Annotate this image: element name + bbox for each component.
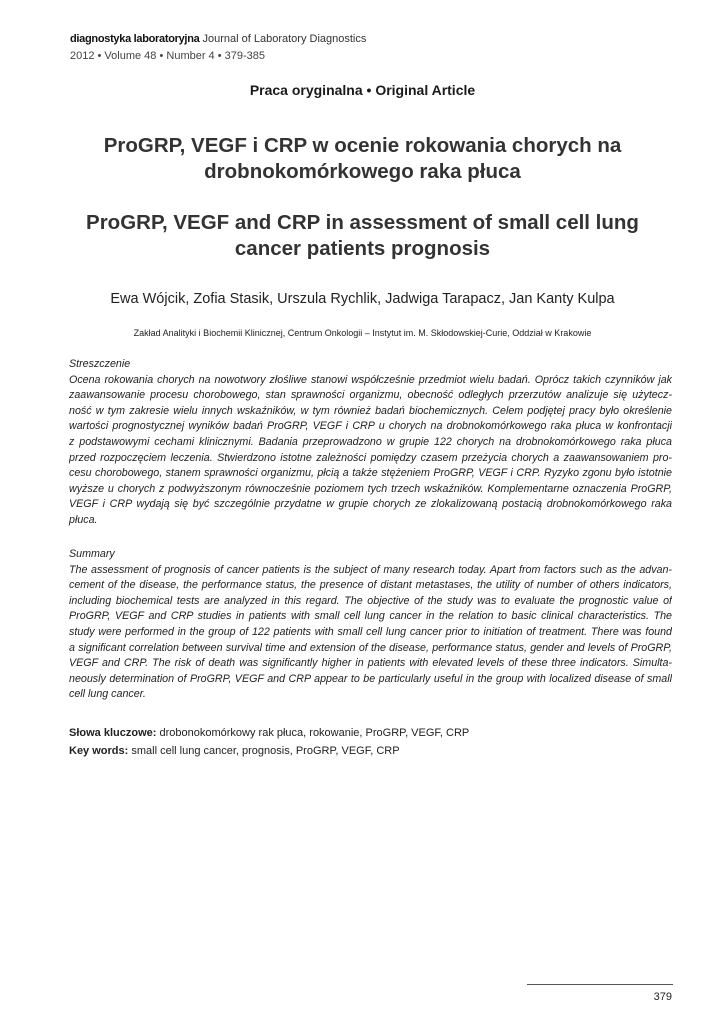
abstract-line: zaawansowanie procesu chorobowego, stan sprawności organizmu, obecność odległych przerzutów analizuje się użytecz- bbox=[69, 389, 672, 402]
journal-subtitle: Journal of Laboratory Diagnostics bbox=[202, 33, 367, 45]
affiliation: Zakład Analityki i Biochemii Klinicznej, Centrum Onkologii – Instytut im. M. Skłodowskiej-Curie, Oddział w Krakowie bbox=[133, 328, 592, 338]
authors: Ewa Wójcik, Zofia Stasik, Urszula Rychlik, Jadwiga Tarapacz, Jan Kanty Kulpa bbox=[110, 291, 615, 307]
abstract-line: przed rozpoczęciem leczenia. Stwierdzono istotne zależności pomiędzy czasem przeżycia chorych a zaawansowaniem pro- bbox=[69, 451, 672, 464]
summary-line: The assessment of prognosis of cancer patients is the subject of many research today. Apart from factors such as the advan- bbox=[69, 563, 672, 576]
footer-divider bbox=[527, 984, 673, 985]
page-number: 379 bbox=[653, 991, 672, 1003]
abstract-line: VEGF i CRP wydają się być szczególnie przydatne w grupie chorych ze zlokalizowaną postacią drobnokomórkowego raka bbox=[69, 498, 672, 511]
abstract-line: ność w tym zakresie wielu innych wskaźników, w tym również badań biochemicznych. Celem podjętej pracy było określenie bbox=[69, 404, 672, 417]
title-polish: ProGRP, VEGF i CRP w ocenie rokowania chorych na drobnokomórkowego raka płuca bbox=[103, 134, 622, 183]
summary-line: cement of the disease, the performance status, the presence of distant metastases, the utility of number of others indicators, bbox=[69, 579, 672, 592]
keywords-section bbox=[69, 724, 469, 760]
abstract-line: płuca. bbox=[69, 513, 98, 526]
abstract-line: wyższe u chorych z podwyższonym równocześnie poziomem tych trzech wskaźników. Komplementarne oznaczenia ProGRP, bbox=[69, 482, 672, 495]
abstract-line: wartości prognostycznej wyników badań ProGRP, VEGF i CRP u chorych na drobnokomórkowego raka płuca w konfrontacji bbox=[69, 420, 672, 433]
keywords-english bbox=[69, 742, 469, 760]
keywords-polish bbox=[69, 724, 469, 742]
article-type: Praca oryginalna • Original Article bbox=[249, 82, 476, 98]
journal-title-line bbox=[70, 31, 366, 47]
abstract-english bbox=[69, 547, 672, 703]
summary-line: ProGRP, VEGF and CRP studies in patients with small cell lung cancer in the relation to basic clinical characteristics. The bbox=[69, 610, 672, 623]
journal-name: diagnostyka laboratoryjna bbox=[70, 33, 200, 45]
title-english: ProGRP, VEGF and CRP in assessment of small cell lung cancer patients prognosis bbox=[86, 211, 639, 260]
journal-header bbox=[70, 31, 366, 64]
keywords-polish-label: Słowa kluczowe: bbox=[69, 727, 157, 739]
volume-info: 2012 • Volume 48 • Number 4 • 379-385 bbox=[70, 50, 266, 62]
keywords-english-label: Key words: bbox=[69, 745, 129, 757]
summary-line: study were performed in the group of 122 patients with small cell lung cancer prior to initiation of treatment. There was found bbox=[69, 625, 672, 638]
summary-line: including biochemical tests are analyzed in this regard. The objective of the study was to evaluate the prognostic value of bbox=[69, 594, 672, 607]
abstract-polish bbox=[69, 357, 672, 529]
summary-line: cell lung cancer. bbox=[69, 688, 146, 701]
abstract-heading: Streszczenie bbox=[69, 358, 131, 370]
summary-line: neously determination of ProGRP, VEGF and CRP appear to be particularly useful in the group with localized disease of small bbox=[69, 672, 672, 685]
summary-heading: Summary bbox=[69, 548, 115, 560]
summary-line: a significant correlation between survival time and extension of the disease, performance status, gender and levels of ProGRP, bbox=[69, 641, 672, 654]
keywords-english-value: small cell lung cancer, prognosis, ProGRP, VEGF, CRP bbox=[131, 745, 400, 757]
abstract-line: Ocena rokowania chorych na nowotwory złośliwe stanowi współcześnie przedmiot wielu badań. Oprócz takich czynników jak bbox=[69, 373, 672, 386]
keywords-polish-value: drobonokomórkowy rak płuca, rokowanie, ProGRP, VEGF, CRP bbox=[159, 727, 470, 739]
abstract-line: cesu chorobowego, stanem sprawności organizmu, płcią a także stężeniem ProGRP, VEGF i CRP. Ryzyko zgonu było istotnie bbox=[69, 467, 672, 480]
summary-line: VEGF and CRP. The risk of death was significantly higher in patients with elevated levels of these three indicators. Simulta- bbox=[69, 657, 672, 670]
abstract-line: z podstawowymi cechami klinicznymi. Badania przeprowadzono w grupie 122 chorych na drobnokomórkowego raka płuca bbox=[69, 435, 672, 448]
